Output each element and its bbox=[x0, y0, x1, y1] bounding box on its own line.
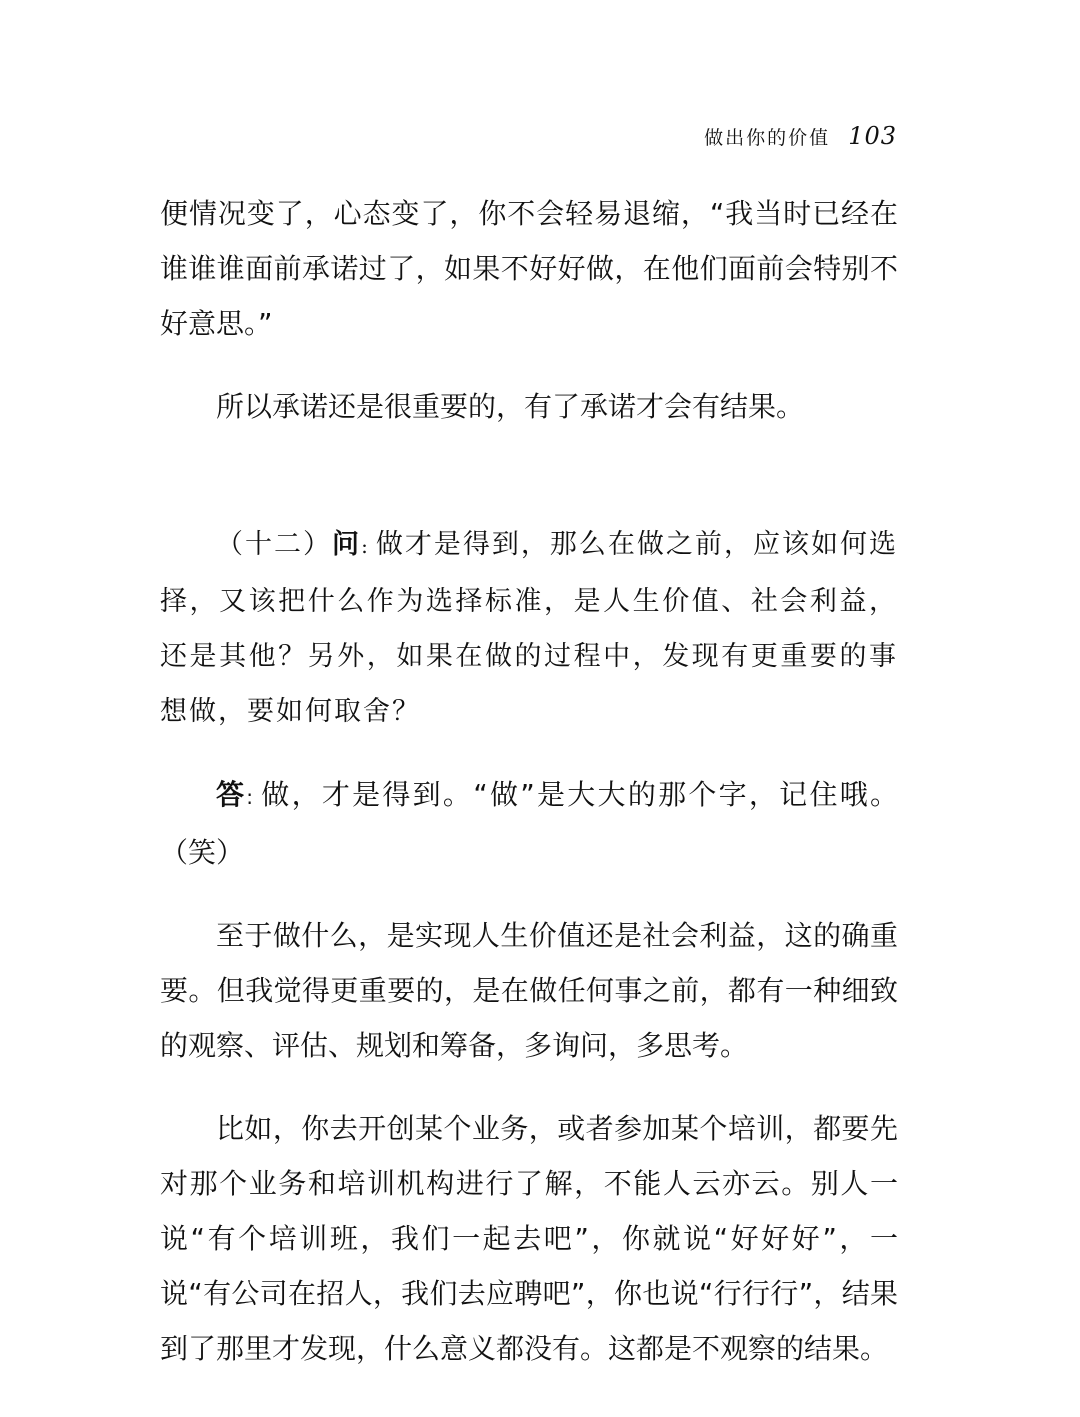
page-number: 103 bbox=[848, 122, 897, 150]
answer-separator: : bbox=[246, 785, 254, 809]
paragraph-3: 至于做什么，是实现人生价值还是社会利益，这的确重要。但我觉得更重要的，是在做任何事之前，都有一种细致的观察、评估、规划和筹备，多询问，多思考。 bbox=[160, 919, 898, 1062]
question-separator: : bbox=[361, 534, 370, 558]
paragraph-1: 便情况变了，心态变了，你不会轻易退缩，“我当时已经在谁谁谁面前承诺过了，如果不好好做，在他们面前会特别不好意思。” bbox=[160, 197, 898, 340]
body-text bbox=[160, 186, 898, 1376]
answer-12 bbox=[160, 767, 898, 880]
question-number: （十二） bbox=[216, 529, 333, 560]
answer-text: 做，才是得到。“做”是大大的那个字，记住哦。（笑） bbox=[160, 778, 898, 869]
question-12 bbox=[160, 517, 898, 739]
question-label: 问 bbox=[332, 529, 362, 560]
running-header bbox=[704, 122, 897, 150]
paragraph-2: 所以承诺还是很重要的，有了承诺才会有结果。 bbox=[216, 390, 805, 423]
paragraph-4: 比如，你去开创某个业务，或者参加某个培训，都要先对那个业务和培训机构进行了解，不能人云亦云。别人一说“有个培训班，我们一起去吧”，你就说“好好好”，一说“有公司在招人，我们去应聘吧”，你也说“行行行”，结果到了那里才发现，什么意义都没有。这都是不观察的结果。 bbox=[160, 1112, 898, 1365]
question-text: 做才是得到，那么在做之前，应该如何选择，又该把什么作为选择标准，是人生价值、社会利益，还是其他？另外，如果在做的过程中，发现有更重要的事想做，要如何取舍？ bbox=[160, 529, 899, 727]
chapter-title: 做出你的价值 bbox=[704, 127, 831, 149]
answer-label: 答 bbox=[216, 778, 247, 811]
